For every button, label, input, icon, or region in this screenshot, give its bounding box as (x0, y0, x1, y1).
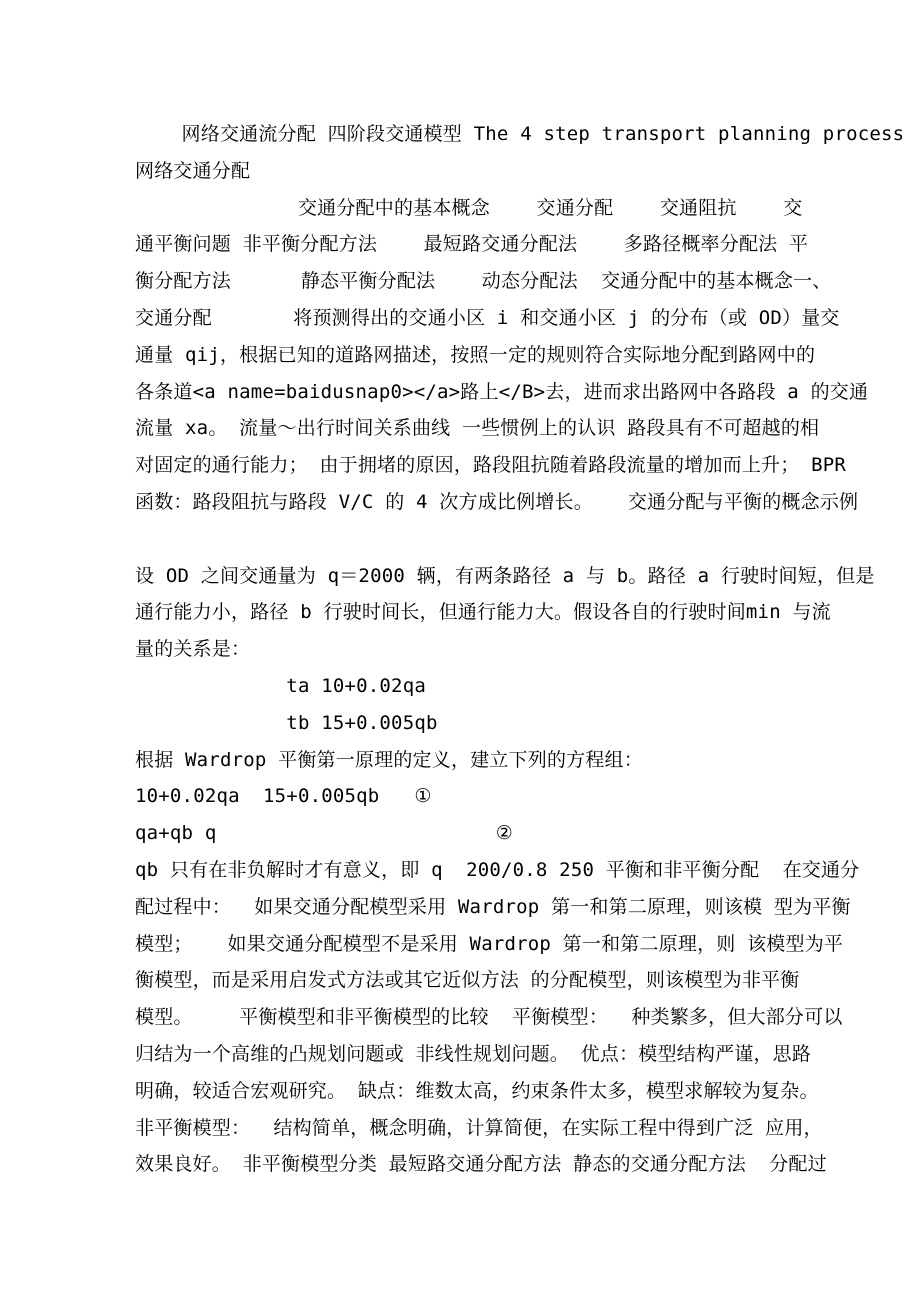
text-line: 衡分配方法 静态平衡分配法 动态分配法 交通分配中的基本概念一、 (135, 270, 832, 293)
text-line: 网络交通分配 (135, 159, 251, 182)
text-line: 网络交通流分配 四阶段交通模型 The 4 step transport planning process (135, 123, 905, 145)
text-line: 通行能力小，路径 b 行驶时间长，但通行能力大。假设各自的行驶时间min 与流 (135, 601, 831, 624)
document-text (135, 116, 905, 1183)
text-line: 明确，较适合宏观研究。 缺点：维数太高，约束条件太多，模型求解较为复杂。 (135, 1079, 819, 1102)
text-line: 通量 qij，根据已知的道路网描述，按照一定的规则符合实际地分配到路网中的 (135, 343, 816, 366)
text-line: qb 只有在非负解时才有意义，即 q 200/0.8 250 平衡和非平衡分配 在交通分 (135, 858, 860, 881)
text-line: ta 10+0.02qa (135, 674, 426, 697)
blank-line (135, 521, 785, 558)
text-line: 设 OD 之间交通量为 q＝2000 辆，有两条路径 a 与 b。路径 a 行驶时间短，但是 (135, 564, 875, 587)
text-line: 配过程中： 如果交通分配模型采用 Wardrop 第一和第二原理，则该模 型为平衡 (135, 895, 851, 918)
text-line: 根据 Wardrop 平衡第一原理的定义，建立下列的方程组： (135, 748, 643, 771)
text-line: 归结为一个高维的凸规划问题或 非线性规划问题。 优点：模型结构严谨，思路 (135, 1042, 812, 1065)
text-line: 通平衡问题 非平衡分配方法 最短路交通分配法 多路径概率分配法 平 (135, 233, 809, 256)
text-line: 量的关系是： (135, 638, 251, 661)
text-line: 交通分配 将预测得出的交通小区 i 和交通小区 j 的分布（或 OD）量交 (135, 306, 840, 329)
text-line: 各条道<a name=baidusnap0></a>路上</B>去，进而求出路网中各路段 a 的交通 (135, 380, 869, 403)
text-line: 交通分配中的基本概念 交通分配 交通阻抗 交 (135, 196, 803, 219)
text-line: 函数：路段阻抗与路段 V/C 的 4 次方成比例增长。 交通分配与平衡的概念示例 (135, 490, 859, 513)
text-line: 模型； 如果交通分配模型不是采用 Wardrop 第一和第二原理，则 该模型为平 (135, 932, 844, 955)
text-line: 衡模型，而是采用启发式方法或其它近似方法 的分配模型，则该模型为非平衡 (135, 969, 800, 992)
text-line: 对固定的通行能力； 由于拥堵的原因，路段阻抗随着路段流量的增加而上升； BPR (135, 454, 846, 477)
text-line: 流量 xa。 流量～出行时间关系曲线 一些惯例上的认识 路段具有不可超越的相 (135, 417, 820, 440)
text-line: 效果良好。 非平衡模型分类 最短路交通分配方法 静态的交通分配方法 分配过 (135, 1153, 827, 1176)
text-line: 模型。 平衡模型和非平衡模型的比较 平衡模型： 种类繁多，但大部分可以 (135, 1006, 843, 1029)
text-line: qa+qb q ② (135, 822, 514, 845)
text-line: 非平衡模型： 结构简单，概念明确，计算简便，在实际工程中得到广泛 应用， (135, 1116, 823, 1139)
text-line: 10+0.02qa 15+0.005qb ① (135, 785, 432, 808)
text-line: tb 15+0.005qb (135, 711, 438, 734)
